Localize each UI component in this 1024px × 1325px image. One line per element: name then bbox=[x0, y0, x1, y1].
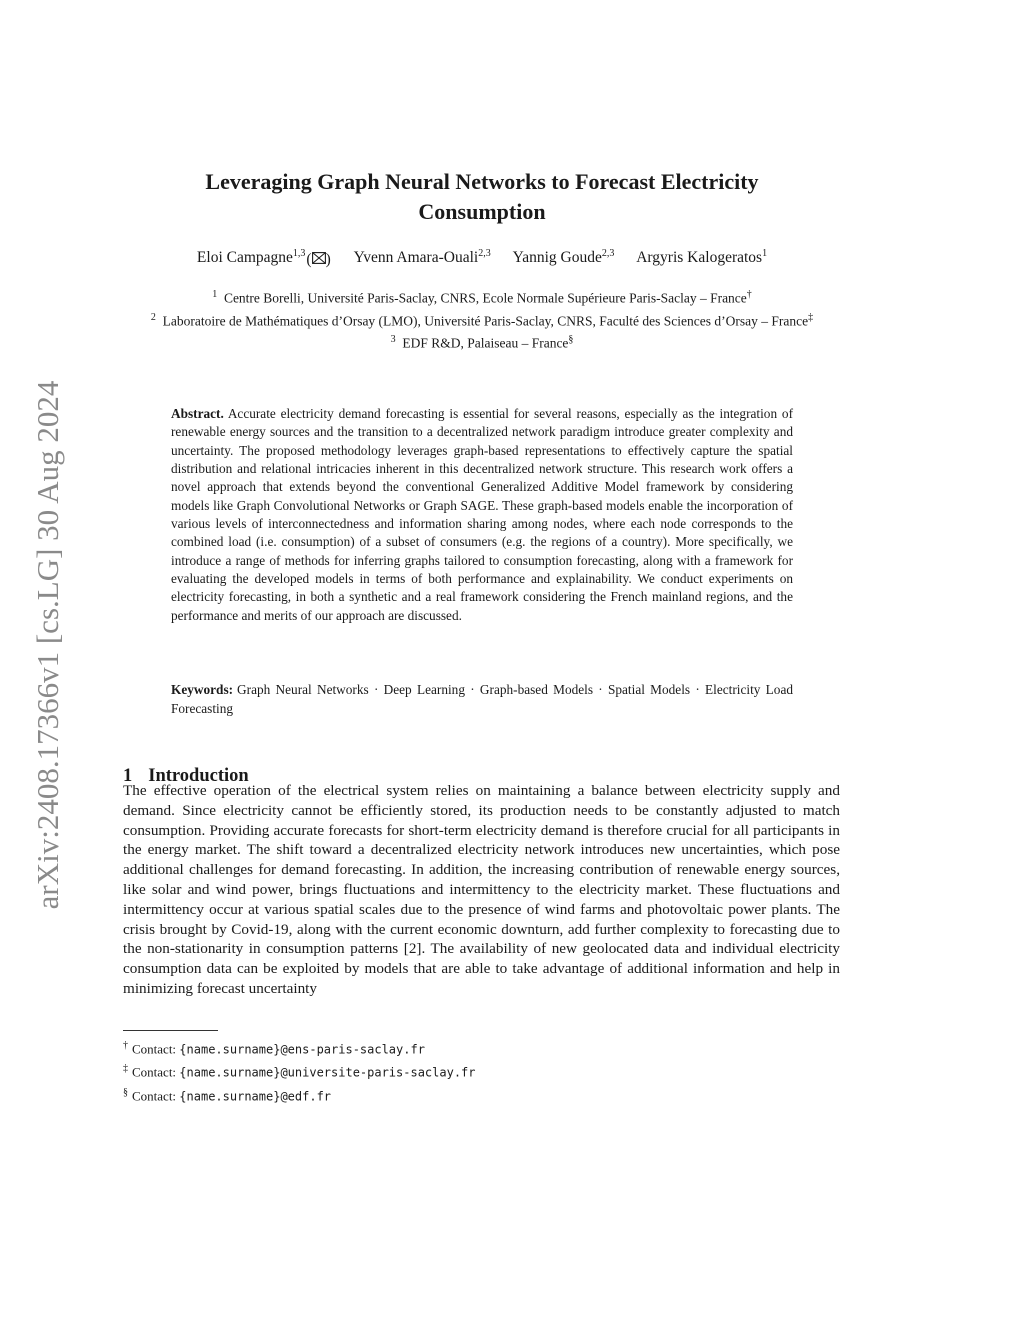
section-title: Introduction bbox=[148, 766, 249, 787]
footnote bbox=[123, 1059, 476, 1082]
abstract-text: Accurate electricity demand forecasting is essential for several reasons, especially as the integration of renewable energy sources and the transition to a decentralized network paradigm introduce greater complexity and uncertainty. The proposed methodology leverages graph-based representations to effectively capture the spatial distribution and relational intricacies inherent in this decentralized network structure. This research work offers a novel approach that extends beyond the conventional Generalized Additive Model framework by considering models like Graph Convolutional Networks or Graph SAGE. These graph-based models enable the incorporation of various levels of interconnectedness and information sharing among nodes, where each node corresponds to the combined load (i.e. consumption) of a subset of consumers (e.g. the regions of a country). More specifically, we introduce a range of methods for inferring graphs tailored to consumption forecasting, along with a framework for evaluating the developed models in terms of both performance and explainability. We conduct experiments on electricity forecasting, in both a synthetic and a real framework considering the French mainland regions, and the performance and merits of our approach are discussed. bbox=[171, 406, 793, 623]
section-number: 1 bbox=[123, 766, 133, 787]
affiliation-text: EDF R&D, Palaiseau – France bbox=[402, 335, 569, 351]
keywords-text: Graph Neural Networks · Deep Learning · Graph-based Models · Spatial Models · Electricity Load Forecasting bbox=[171, 682, 793, 716]
affiliation-footnote-mark: § bbox=[568, 334, 574, 345]
affiliation-list bbox=[130, 285, 834, 353]
author-affiliation-marker: 2,3 bbox=[478, 248, 491, 259]
affiliation-number: 3 bbox=[390, 334, 396, 345]
author-affiliation-marker: 1,3 bbox=[292, 248, 306, 259]
author-name: Yvenn Amara-Ouali bbox=[353, 249, 479, 267]
footnote bbox=[123, 1083, 476, 1106]
keywords-label: Keywords: bbox=[171, 682, 234, 697]
author-name: Eloi Campagne bbox=[196, 249, 293, 267]
abstract bbox=[171, 405, 793, 625]
arxiv-identifier: arXiv:2408.17366v1 [cs.LG] 30 Aug 2024 bbox=[30, 380, 65, 910]
footnote bbox=[123, 1036, 476, 1059]
footnote-symbol: † bbox=[123, 1040, 128, 1051]
author bbox=[513, 249, 615, 266]
author-affiliation-marker: 2,3 bbox=[601, 248, 615, 259]
footnote-symbol: ‡ bbox=[123, 1063, 128, 1075]
author bbox=[636, 249, 767, 266]
footnote-list bbox=[123, 1036, 476, 1106]
footnote-label: Contact: bbox=[132, 1041, 177, 1057]
introduction-paragraph: The effective operation of the electrical system relies on maintaining a balance between electricity supply and demand. Since electricity cannot be efficiently stored, its production needs to be constantly adjusted to match consumption. Providing accurate forecasts for short-term electricity demand is therefore crucial for all participants in the energy market. The shift toward a decentralized electricity network introduces new uncertainties, which pose additional challenges for demand forecasting. In addition, the increasing contribution of renewable energy sources, like solar and wind power, brings fluctuations and intermittency to the electricity market. These fluctuations and intermittency occur at various spatial scales due to the presence of wind farms and photovoltaic power plants. The crisis brought by Covid-19, along with the current economic downturn, add further complexity to forecasting due to the non-stationarity in consumption patterns [2]. The availability of new geolocated data and individual electricity consumption data can be exploited by models that are able to take advantage of additional information and help in minimizing forecast uncertainty bbox=[123, 782, 840, 997]
keywords bbox=[171, 681, 793, 718]
author-name: Yannig Goude bbox=[512, 249, 602, 267]
paper-title: Leveraging Graph Neural Networks to Forecast Electricity Consumption bbox=[205, 168, 759, 224]
envelope-icon: ( ) bbox=[306, 251, 331, 269]
abstract-label: Abstract. bbox=[171, 406, 224, 421]
affiliation-text: Centre Borelli, Université Paris-Saclay, CNRS, Ecole Normale Supérieure Paris-Saclay – France bbox=[223, 290, 747, 306]
author bbox=[196, 248, 332, 269]
author-affiliation-marker: 1 bbox=[762, 248, 768, 259]
author-name: Argyris Kalogeratos bbox=[636, 249, 763, 267]
author-list bbox=[130, 248, 834, 269]
affiliation bbox=[130, 285, 834, 308]
footnote-email: {name.surname}@ens-paris-saclay.fr bbox=[179, 1042, 425, 1057]
footnote-label: Contact: bbox=[132, 1087, 177, 1103]
affiliation-footnote-mark: ‡ bbox=[808, 311, 814, 323]
affiliation-footnote-mark: † bbox=[746, 289, 752, 300]
affiliation-number: 1 bbox=[212, 289, 218, 300]
affiliation-number: 2 bbox=[150, 311, 156, 323]
footnote-label: Contact: bbox=[132, 1064, 177, 1080]
footnote-email: {name.surname}@universite-paris-saclay.fr bbox=[179, 1065, 476, 1080]
affiliation bbox=[130, 308, 834, 331]
author bbox=[354, 249, 491, 266]
footnote-email: {name.surname}@edf.fr bbox=[179, 1088, 332, 1103]
footnote-divider bbox=[123, 1030, 218, 1031]
affiliation bbox=[130, 330, 834, 353]
footnote-symbol: § bbox=[123, 1086, 128, 1098]
affiliation-text: Laboratoire de Mathématiques d’Orsay (LMO), Université Paris-Saclay, CNRS, Faculté des Sciences d’Orsay – France bbox=[162, 313, 809, 328]
